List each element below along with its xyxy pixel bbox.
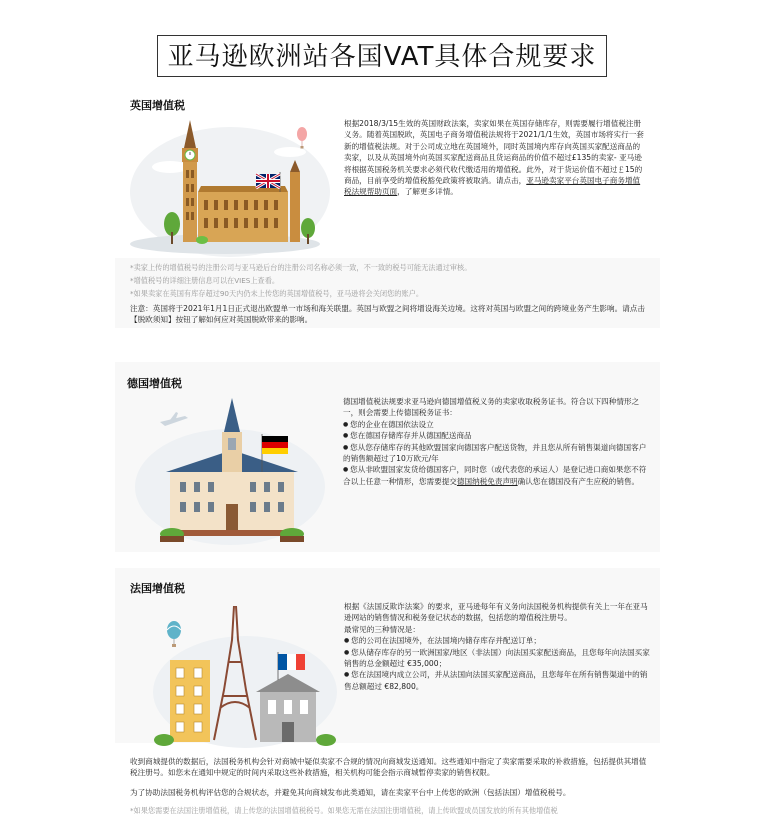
fr-bullet-3: ● 您在法国境内成立公司，并从法国向法国买家配送商品，且您每年在所有销售渠道中的销售总额超过 €82,800。 — [344, 669, 650, 692]
uk-brexit-notice: 注意：英国将于2021年1月1日正式退出欧盟单一市场和海关联盟。英国与欧盟之间将增设海关边境。这将对英国与欧盟之间的跨境业务产生影响。请点击【脱欧须知】按钮了解如何应对英国脱欧带来的影响。 — [130, 304, 645, 325]
de-body — [343, 396, 648, 487]
de-tax-exemption-link[interactable]: 德国纳税免责声明 — [456, 476, 518, 486]
fr-heading: 法国增值税 — [130, 582, 185, 595]
fr-intro: 根据《法国反欺诈法案》的要求，亚马逊每年有义务向法国税务机构提供有关上一年在亚马逊网站的销售情况和税务登记状态的数据，包括您的增值税注册号。 — [344, 602, 648, 623]
uk-ecommerce-vat-help-link[interactable]: 亚马逊卖家平台英国电子商务增值税法规帮助页面 — [344, 176, 641, 197]
de-bullet-2: ● 您在德国存储库存并从德国配送商品 — [343, 430, 648, 441]
fr-note: *如果您需要在法国注册增值税，请上传您的法国增值税税号。如果您无需在法国注册增值税，请上传欧盟成员国发放的所有其他增值税 — [130, 806, 558, 815]
fr-bullet-2: ● 您从储存库存的另一欧洲国家/地区（非法国）向法国买家配送商品，且您每年向法国买家销售的总金额超过 €35,000； — [344, 647, 650, 670]
de-bullet-3: ● 您从您存储库存的其他欧盟国家向德国客户配送货物，并且您从所有销售渠道向德国客户的销售额超过了10万欧元/年 — [343, 442, 648, 465]
balloon-icon — [167, 621, 181, 647]
fr-illustration — [150, 600, 340, 750]
fr-body — [344, 601, 650, 692]
fr-para-1: 收到商城提供的数据后，法国税务机构会针对商城中疑似卖家不合规的情况向商城发送通知。这些通知中指定了卖家需要采取的补救措施，包括提供其增值税注册号。如您未在通知中规定的时间内采取这些补救措施，相关机构可能会指示商城暂停卖家的销售权限。 — [130, 757, 647, 778]
de-bullet-1: ● 您的企业在德国依法设立 — [343, 419, 648, 430]
airplane-icon — [160, 412, 188, 426]
uk-body: 根据2018/3/15生效的英国财政法案，卖家如果在英国存储库存，则需要履行增值税注册义务。随着英国脱欧，英国电子商务增值税法规将于2021/1/1生效，英国市场将实行一套新的增值税法规。对于公司成立地在英国境外，同时英国境内库存向英国买家配送商品的卖家，以及从英国境外向英国买家配送商品且货运商品的价值不超过£135的卖家- 亚马逊将根据英国税务机关要求必须代收代缴适用的增值税。此外，对于货运价值不超过￡15的商品，目前享受的增值税豁免政策将被取消。请点击，亚马逊卖家平台英国电子商务增值税法规帮助页面，了解更多详情。 — [344, 119, 644, 197]
fr-bullet-1: ● 您的公司在法国境外，在法国境内储存库存并配送订单； — [344, 635, 650, 646]
de-illustration — [130, 392, 330, 547]
uk-note-2: *增值税号的详细注册信息可以在VIES上查看。 — [130, 276, 280, 285]
uk-note-1: *卖家上传的增值税号的注册公司与亚马逊后台的注册公司名称必须一致，不一致的税号可能无法通过审核。 — [130, 263, 472, 272]
uk-heading: 英国增值税 — [130, 99, 185, 112]
fr-para-2: 为了协助法国税务机构评估您的合规状态，并避免其向商城发布此类通知，请在卖家平台中上传您的欧洲（包括法国）增值税税号。 — [130, 788, 571, 797]
building-icon — [170, 660, 210, 742]
uk-note-3: *如果卖家在英国有库存超过90天内仍未上传您的英国增值税号，亚马逊将会关闭您的账户。 — [130, 289, 424, 298]
page-title: 亚马逊欧洲站各国VAT具体合规要求 — [157, 35, 607, 77]
de-heading: 德国增值税 — [127, 377, 182, 390]
de-intro: 德国增值税法规要求亚马逊向德国增值税义务的卖家收取税务证书。符合以下四种情形之一，则会需要上传德国税务证书： — [343, 397, 640, 418]
de-bullet-4: ● 您从非欧盟国家发货给德国客户，同时您（或代表您的承运人）是登记进口商如果您不符合以上任意一种情形，您需要提交德国纳税免责声明确认您在德国没有产生应税的销售。 — [343, 464, 648, 487]
uk-illustration — [130, 112, 330, 262]
fr-cases-title: 最常见的三种情况是： — [344, 624, 420, 634]
